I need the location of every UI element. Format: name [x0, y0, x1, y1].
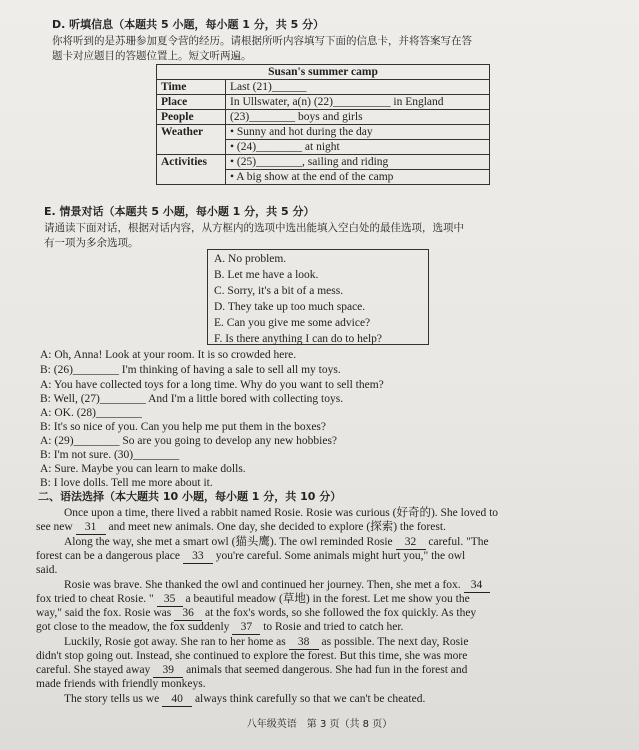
p2-line-3: said.	[36, 564, 58, 576]
p4-text-b: as possible. The next day, Rosie	[321, 636, 469, 648]
row-label-weather: Weather	[157, 125, 226, 155]
option-d: D. They take up too much space.	[214, 301, 366, 313]
row-value-place: In Ullswater, a(n) (22)__________ in England	[226, 95, 490, 110]
p4-line-2: didn't stop going out. Instead, she continued to explore the forest. But this time, she was more	[36, 650, 468, 662]
dialogue-line-9: A: Sure. Maybe you can learn to make dolls.	[40, 463, 246, 475]
dialogue-line-3: A: You have collected toys for a long time. Why do you want to sell them?	[40, 379, 384, 391]
section-e-heading: E. 情景对话（本题共 5 小题，每小题 1 分，共 5 分）	[44, 205, 315, 218]
row-label-people: People	[157, 110, 226, 125]
p5-text-b: always think carefully so that we can't be cheated.	[194, 693, 426, 705]
p3-text-e: at the fox's words, so she followed the fox quickly. As they	[204, 607, 477, 619]
section-e-instruction-2: 有一项为多余选项。	[44, 237, 139, 249]
p2-text-a: Along the way, she met a smart owl (猫头鹰). The owl reminded Rosie	[64, 536, 393, 548]
p2-line-2	[36, 549, 465, 564]
option-f: F. Is there anything I can do to help?	[214, 333, 383, 345]
p2-line-1	[64, 535, 489, 550]
option-e: E. Can you give me some advice?	[214, 317, 371, 329]
p3-text-c: a beautiful meadow (草地) in the forest. Let me show you the	[185, 593, 470, 605]
blank-34: 34	[464, 578, 490, 593]
p4-text-d: careful. She stayed away	[36, 664, 151, 676]
row-label-activities: Activities	[157, 155, 226, 185]
blank-40: 40	[162, 692, 192, 707]
p1-text-a: see new	[36, 521, 73, 533]
dialogue-line-6: B: It's so nice of you. Can you help me put them in the boxes?	[40, 421, 327, 433]
p3-text-b: fox tried to cheat Rosie. "	[36, 593, 154, 605]
p4-text-a: Luckily, Rosie got away. She ran to her home as	[64, 636, 286, 648]
row-value-time: Last (21)______	[226, 80, 490, 95]
p2-text-b: careful. "The	[428, 536, 489, 548]
p2-text-d: you're careful. Some animals might hurt you," the owl	[215, 550, 466, 562]
p3-text-a: Rosie was brave. She thanked the owl and continued her journey. Then, she met a fox.	[64, 579, 461, 591]
section-d-instruction-2: 题卡对应题目的答题位置上。短文听两遍。	[52, 50, 252, 62]
blank-38: 38	[289, 635, 319, 650]
p5-text-a: The story tells us we	[64, 693, 160, 705]
p4-line-1	[64, 635, 468, 650]
p1-line-1: Once upon a time, there lived a rabbit named Rosie. Rosie was curious (好奇的). She loved to	[64, 507, 499, 519]
section-2-heading: 二、语法选择（本大题共 10 小题，每小题 1 分，共 10 分）	[38, 490, 342, 503]
row-value-activities-1: • (25)________, sailing and riding	[226, 155, 490, 170]
blank-31: 31	[76, 520, 106, 535]
option-a: A. No problem.	[214, 253, 287, 265]
blank-39: 39	[153, 663, 183, 678]
dialogue-line-2: B: (26)________ I'm thinking of having a sale to sell all my toys.	[40, 364, 341, 376]
option-c: C. Sorry, it's a bit of a mess.	[214, 285, 344, 297]
p3-text-f: got close to the meadow, the fox suddenly	[36, 621, 230, 633]
p5-line-1	[64, 692, 425, 707]
row-label-place: Place	[157, 95, 226, 110]
p3-text-d: way," said the fox. Rosie was	[36, 607, 172, 619]
row-value-activities-2: • A big show at the end of the camp	[226, 170, 490, 185]
row-label-time: Time	[157, 80, 226, 95]
p4-line-4: made friends with friendly monkeys.	[36, 678, 206, 690]
page-footer: 八年级英语 第 3 页（共 8 页）	[246, 719, 393, 730]
dialogue-line-4: B: Well, (27)________ And I'm a little bored with collecting toys.	[40, 393, 344, 405]
row-value-weather-1: • Sunny and hot during the day	[226, 125, 490, 140]
p4-text-e: animals that seemed dangerous. She had fun in the forest and	[186, 664, 468, 676]
dialogue-line-7: A: (29)________ So are you going to develop any new hobbies?	[40, 435, 338, 447]
p3-line-1	[64, 578, 490, 593]
info-card	[156, 64, 490, 185]
section-d-heading: D. 听填信息（本题共 5 小题，每小题 1 分，共 5 分）	[52, 18, 325, 31]
p3-line-3	[36, 606, 476, 621]
blank-37: 37	[232, 620, 260, 635]
p4-line-3	[36, 663, 467, 678]
dialogue-line-10: B: I love dolls. Tell me more about it.	[40, 477, 213, 489]
section-e-instruction: 请通读下面对话，根据对话内容，从方框内的选项中选出能填入空白处的最佳选项，选项中	[44, 222, 464, 234]
options-box	[207, 249, 429, 345]
dialogue-line-1: A: Oh, Anna! Look at your room. It is so crowded here.	[40, 349, 297, 361]
p1-line-2	[36, 520, 446, 535]
dialogue-line-5: A: OK. (28)________	[40, 407, 142, 419]
dialogue-line-8: B: I'm not sure. (30)________	[40, 449, 180, 461]
info-card-title: Susan's summer camp	[157, 65, 490, 80]
blank-32: 32	[396, 535, 426, 550]
p2-text-c: forest can be a dangerous place	[36, 550, 180, 562]
option-b: B. Let me have a look.	[214, 269, 319, 281]
p1-text-b: and meet new animals. One day, she decided to explore (探索) the forest.	[108, 521, 446, 533]
blank-33: 33	[183, 549, 213, 564]
blank-36: 36	[174, 606, 202, 621]
blank-35: 35	[157, 592, 183, 607]
p3-line-4	[36, 620, 403, 635]
p3-line-2	[36, 592, 470, 607]
p3-text-g: to Rosie and tried to catch her.	[263, 621, 404, 633]
row-value-weather-2: • (24)________ at night	[226, 140, 490, 155]
row-value-people: (23)________ boys and girls	[226, 110, 490, 125]
section-d-instruction: 你将听到的是苏珊参加夏令营的经历。请根据所听内容填写下面的信息卡，并将答案写在答	[52, 35, 472, 47]
